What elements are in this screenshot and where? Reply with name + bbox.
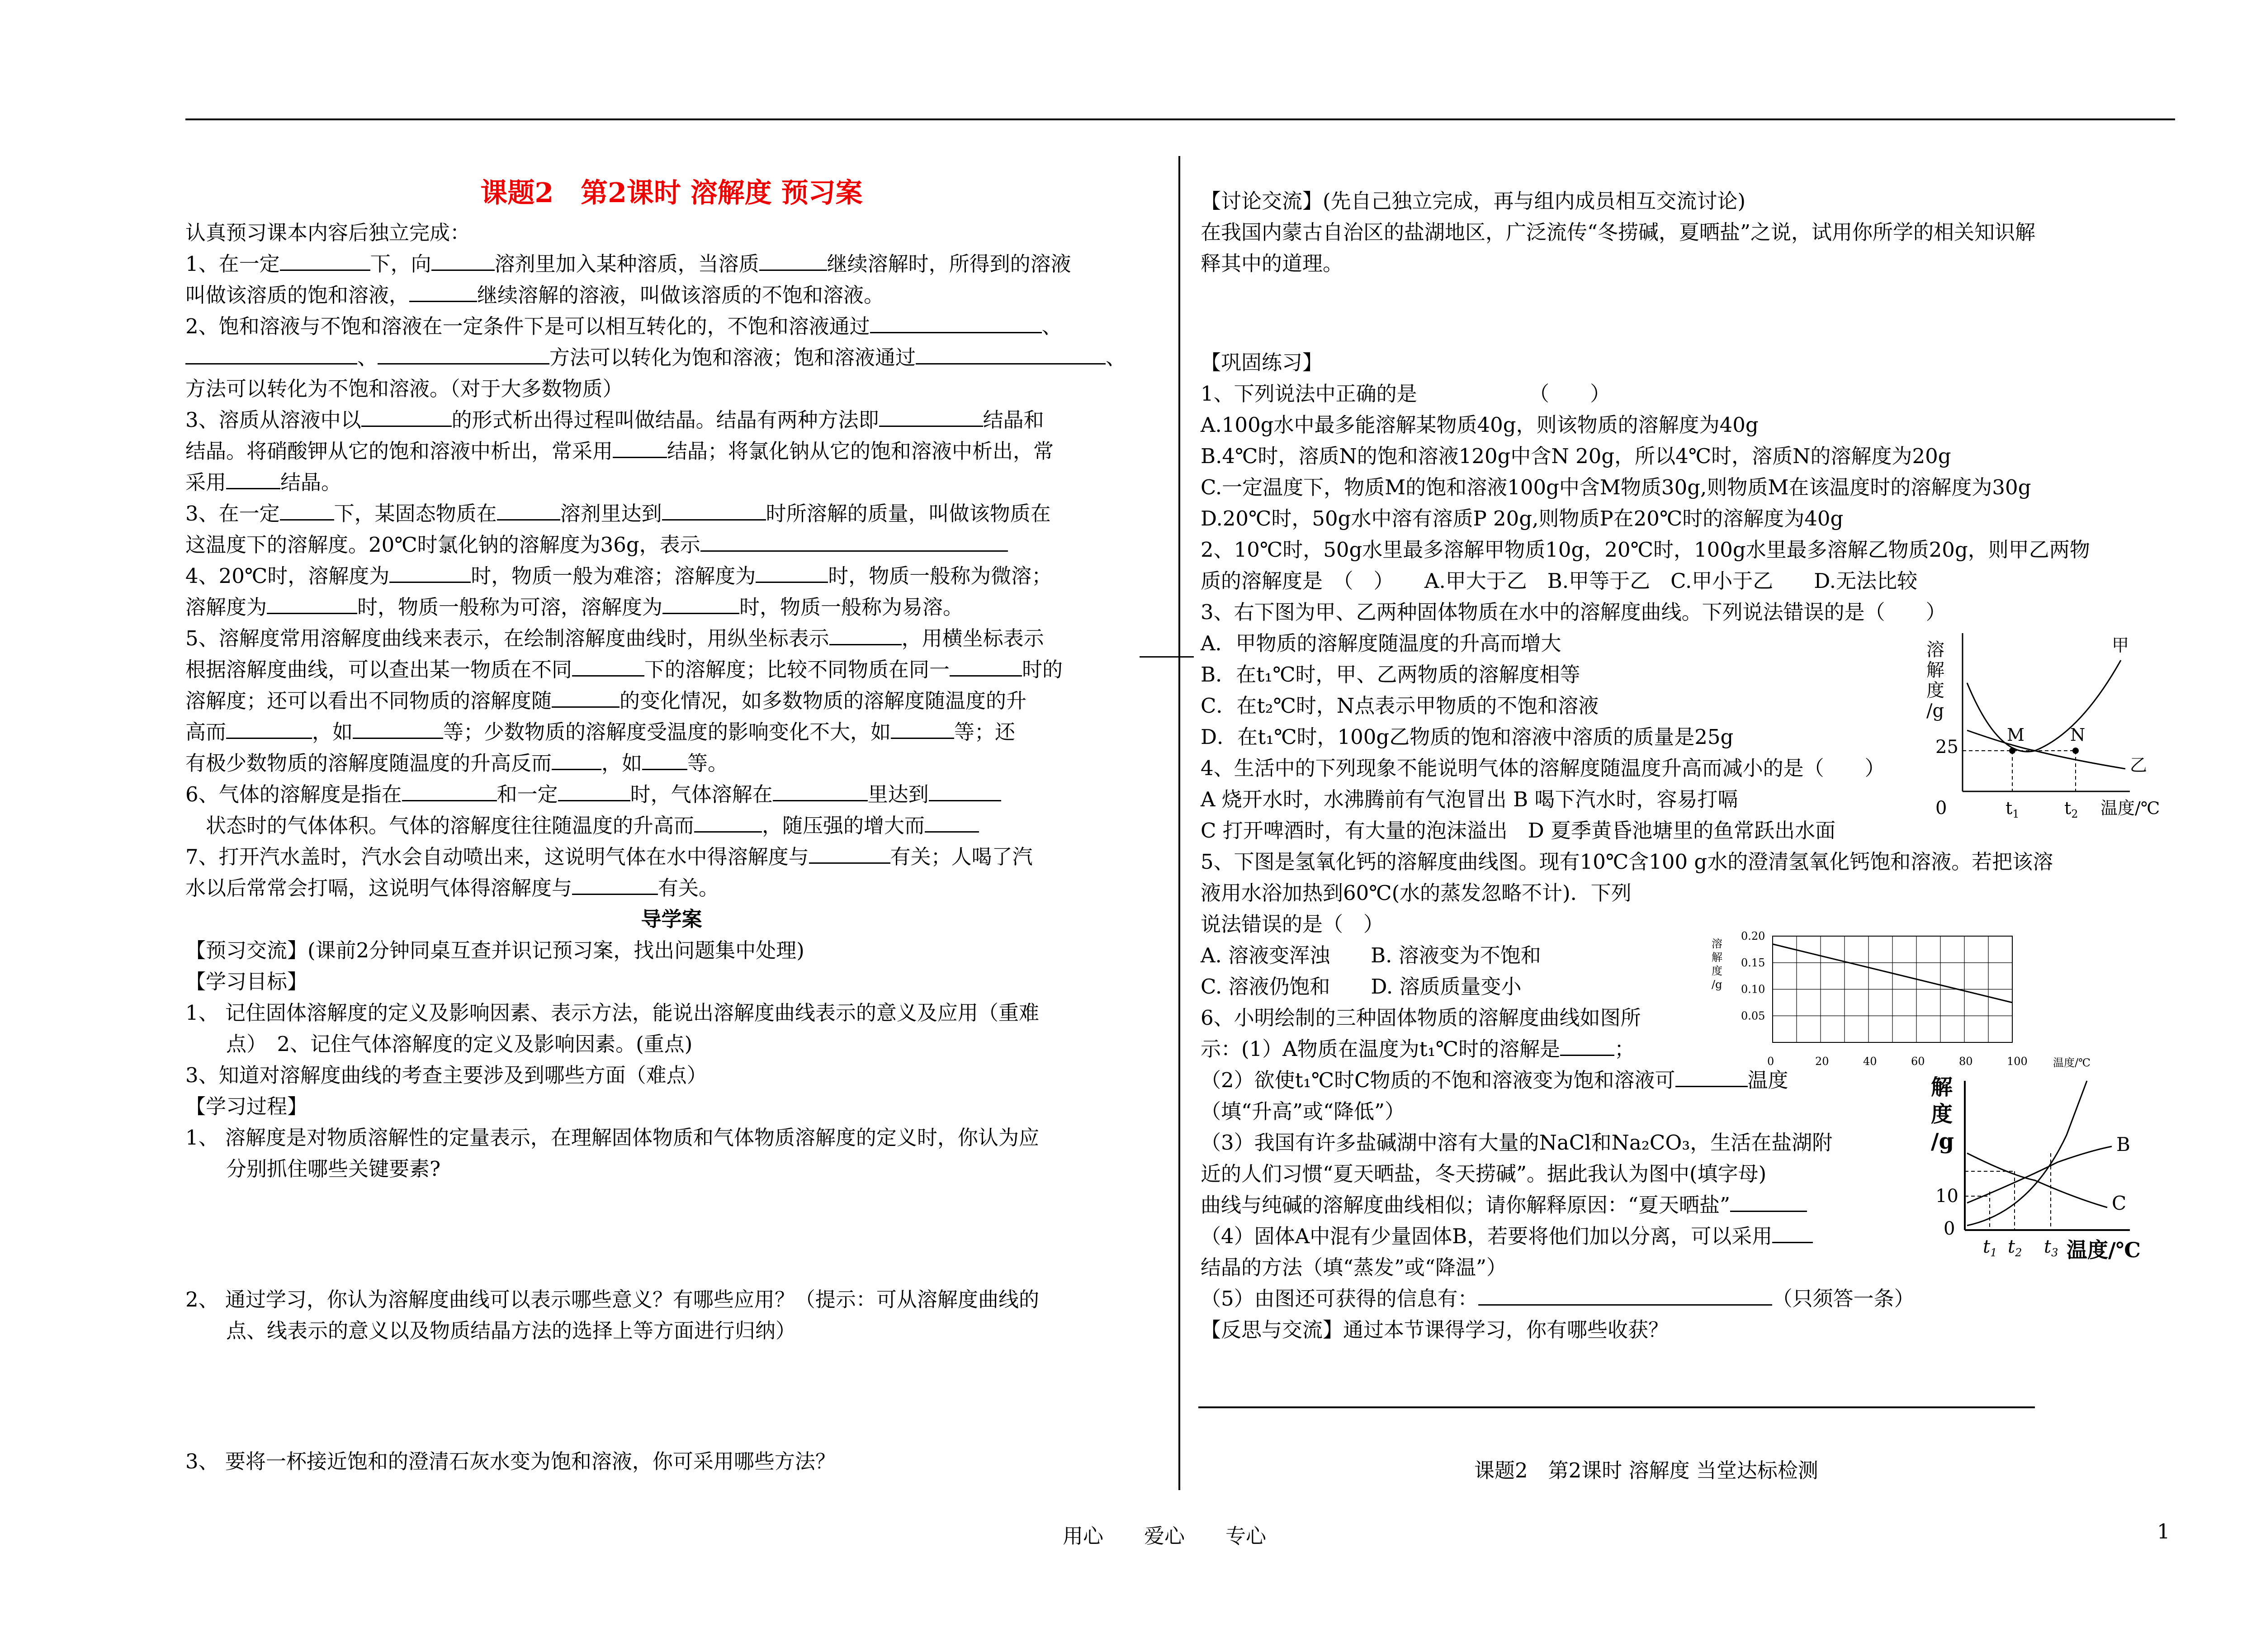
page-number: 1 bbox=[2157, 1519, 2170, 1543]
y-label-4: /g bbox=[1926, 701, 1944, 721]
y-label-4: /g bbox=[1712, 978, 1722, 991]
q1-line2: 叫做该溶质的饱和溶液， 继续溶解的溶液，叫做该溶质的不饱和溶液。 bbox=[185, 279, 1158, 311]
q3a-line3: 采用 结晶。 bbox=[185, 467, 1158, 498]
q5-line4: 高而 ，如 等；少数物质的溶解度受温度的影响变化不大，如 等；还 bbox=[185, 716, 1158, 748]
exercise-4ab: A 烧开水时，水沸腾前有气泡冒出 B 喝下汽水时，容易打嗝 bbox=[1201, 787, 1738, 811]
exercise-1c: C.一定温度下，物质M的饱和溶液100g中含M物质30g,则物质M在该温度时的溶解度为30g bbox=[1201, 475, 2031, 499]
tick-t2: $t_2$ bbox=[2008, 1236, 2022, 1259]
goal-3: 3、知道对溶解度曲线的考查主要涉及到哪些方面（难点） bbox=[185, 1063, 707, 1087]
q1-line1: 1、在一定 下，向 溶剂里加入某种溶质，当溶质 继续溶解时，所得到的溶液 bbox=[185, 248, 1158, 279]
x-tick-label: 40 bbox=[1863, 1055, 1877, 1068]
q3b-line1: 3、在一定 下，某固态物质在 溶剂里达到 时所溶解的质量，叫做该物质在 bbox=[185, 498, 1158, 529]
exercise-5a: 5、下图是氢氧化钙的溶解度曲线图。现有10℃含100 g水的澄清氢氧化钙饱和溶液。若把该溶 bbox=[1201, 850, 2053, 874]
q3b-line2: 这温度下的溶解度。20℃时氯化钠的溶解度为36g，表示 bbox=[185, 529, 1158, 560]
chart-abc-svg bbox=[1931, 1076, 2166, 1266]
exercise-6g: 曲线与纯碱的溶解度曲线相似；请你解释原因：“夏天晒盐” bbox=[1201, 1189, 2159, 1221]
curve-a bbox=[1967, 1081, 2087, 1226]
exercise-3d: D．在t₁℃时，100g乙物质的饱和溶液中溶质的质量是25g bbox=[1201, 725, 1734, 749]
chart-abc bbox=[1931, 1076, 2166, 1266]
point-m bbox=[2009, 748, 2015, 754]
exercise-2b: 质的溶解度是 （ ） A.甲大于乙 B.甲等于乙 C.甲小于乙 D.无法比较 bbox=[1201, 569, 1918, 593]
y-label-2: 度 bbox=[1931, 1102, 1953, 1127]
x-tick-label: 80 bbox=[1959, 1055, 1973, 1068]
column-divider bbox=[1178, 156, 1180, 1490]
label-b: B bbox=[2116, 1133, 2130, 1155]
discuss-line1: 在我国内蒙古自治区的盐湖地区，广泛流传“冬捞碱，夏晒盐”之说，试用你所学的相关知识解 bbox=[1201, 220, 2036, 244]
y-label-3: 度 bbox=[1712, 965, 1722, 977]
x-label: 温度/℃ bbox=[2067, 1238, 2141, 1262]
exercise-3c: C．在t₂℃时，N点表示甲物质的不饱和溶液 bbox=[1201, 694, 1599, 718]
process-2a: 2、 通过学习，你认为溶解度曲线可以表示哪些意义？有哪些应用？（提示：可从溶解度曲线的 bbox=[185, 1288, 1039, 1311]
exercise-6i: 结晶的方法（填“蒸发”或“降温”） bbox=[1201, 1255, 1507, 1279]
guide-title: 导学案 bbox=[641, 907, 702, 931]
x-tick-label: 0 bbox=[1767, 1055, 1774, 1068]
q3a-line1: 3、溶质从溶液中以 的形式析出得过程叫做结晶。结晶有两种方法即 结晶和 bbox=[185, 404, 1158, 435]
label-c: C bbox=[2112, 1192, 2127, 1214]
footer-center: 用心 爱心 专心 bbox=[1063, 1524, 1267, 1548]
process-heading: 【学习过程】 bbox=[185, 1094, 308, 1118]
left-column bbox=[185, 174, 1158, 1477]
exercise-6d: （填“升高”或“降低”） bbox=[1201, 1099, 1405, 1123]
curve-b bbox=[1967, 1146, 2112, 1203]
exercise-6c: （2）欲使t₁℃时C物质的不饱和溶液变为饱和溶液可 温度 bbox=[1201, 1065, 2159, 1096]
intro: 认真预习课本内容后独立完成： bbox=[185, 221, 471, 245]
y-tick-label: 0.05 bbox=[1741, 1009, 1765, 1022]
tick-25: 25 bbox=[1935, 737, 1958, 757]
discuss-line2: 释其中的道理。 bbox=[1201, 251, 1343, 275]
discuss-heading: 【讨论交流】(先自己独立完成，再与组内成员相互交流讨论) bbox=[1201, 189, 1746, 213]
y-label-2: 解 bbox=[1926, 660, 1944, 681]
point-n bbox=[2072, 748, 2079, 754]
y-tick-label: 0.10 bbox=[1741, 983, 1765, 996]
tick-t2: $t_2$ bbox=[2064, 798, 2078, 820]
practice-heading: 【巩固练习】 bbox=[1201, 350, 1323, 374]
y-label-1: 溶 bbox=[1926, 639, 1944, 660]
exercise-4: 4、生活中的下列现象不能说明气体的溶解度随温度升高而减小的是（ ） bbox=[1201, 756, 1885, 780]
exercise-1a: A.100g水中最多能溶解某物质40g，则该物质的溶解度为40g bbox=[1201, 413, 1759, 437]
q5-line3: 溶解度；还可以看出不同物质的溶解度随 的变化情况，如多数物质的溶解度随温度的升 bbox=[185, 685, 1158, 716]
q2-line2: 、 方法可以转化为饱和溶液；饱和溶液通过 、 bbox=[185, 342, 1158, 373]
chart-jia-yi bbox=[1922, 624, 2175, 832]
process-1b: 分别抓住哪些关键要素? bbox=[226, 1157, 441, 1181]
exercise-1: 1、下列说法中正确的是 （ ） bbox=[1201, 382, 1611, 406]
exercise-1d: D.20℃时，50g水中溶有溶质P 20g,则物质P在20℃时的溶解度为40g bbox=[1201, 506, 1844, 530]
exercise-1b: B.4℃时，溶质N的饱和溶液120g中含N 20g，所以4℃时，溶质N的溶解度为20g bbox=[1201, 444, 1951, 468]
q5-line2: 根据溶解度曲线，可以查出某一物质在不同 下的溶解度；比较不同物质在同一 时的 bbox=[185, 654, 1158, 685]
exercise-5c: 说法错误的是（ ） bbox=[1201, 912, 1384, 936]
tick-t1: $t_1$ bbox=[1983, 1236, 1997, 1259]
page-title: 课题2 第2课时 溶解度 预习案 bbox=[480, 177, 863, 209]
curve-yi bbox=[1967, 730, 2125, 769]
x-label: 温度/℃ bbox=[2053, 1056, 2091, 1069]
exercise-6b: 示：(1）A物质在温度为t₁℃时的溶解是 ； bbox=[1201, 1033, 2159, 1065]
reflect: 【反思与交流】通过本节课得学习，你有哪些收获？ bbox=[1201, 1318, 1669, 1342]
separator-line bbox=[1198, 1406, 2035, 1408]
section-subtitle: 课题2 第2课时 溶解度 当堂达标检测 bbox=[1474, 1458, 1818, 1482]
exercise-6e: （3）我国有许多盐碱湖中溶有大量的NaCl和Na₂CO₃，生活在盐湖附 bbox=[1201, 1131, 1833, 1155]
x-tick-label: 60 bbox=[1911, 1055, 1925, 1068]
process-1a: 1、 溶解度是对物质溶解性的定量表示，在理解固体物质和气体物质溶解度的定义时，你认为应 bbox=[185, 1126, 1039, 1150]
q2-line3: 方法可以转化为不饱和溶液。（对于大多数物质） bbox=[185, 377, 623, 401]
exercise-3: 3、右下图为甲、乙两种固体物质在水中的溶解度曲线。下列说法错误的是（ ） bbox=[1201, 600, 1946, 624]
goals-heading: 【学习目标】 bbox=[185, 970, 308, 994]
exercise-6f: 近的人们习惯“夏天晒盐，冬天捞碱”。据此我认为图中(填字母) bbox=[1201, 1162, 1767, 1186]
y-label-2: 解 bbox=[1712, 951, 1722, 964]
x-tick-label: 20 bbox=[1815, 1055, 1829, 1068]
q7-line2: 水以后常常会打嗝，这说明气体得溶解度与 有关。 bbox=[185, 872, 1158, 904]
q2-line1: 2、饱和溶液与不饱和溶液在一定条件下是可以相互转化的，不饱和溶液通过 、 bbox=[185, 311, 1158, 342]
chart-jia-yi-svg bbox=[1922, 624, 2175, 832]
label-yi: 乙 bbox=[2130, 755, 2147, 775]
preview-exchange: 【预习交流】(课前2分钟同桌互查并识记预习案，找出问题集中处理) bbox=[185, 938, 804, 962]
q3a-line2: 结晶。将硝酸钾从它的饱和溶液中析出，常采用 结晶；将氯化钠从它的饱和溶液中析出，常 bbox=[185, 435, 1158, 467]
q7-line1: 7、打开汽水盖时，汽水会自动喷出来，这说明气体在水中得溶解度与 有关；人喝了汽 bbox=[185, 841, 1158, 872]
y-label-1: 解 bbox=[1931, 1076, 1953, 1100]
q4-line1: 4、20℃时，溶解度为 时，物质一般为难溶；溶解度为 时，物质一般称为微溶； bbox=[185, 560, 1158, 592]
exercise-6a: 6、小明绘制的三种固体物质的溶解度曲线如图所 bbox=[1201, 1006, 1641, 1030]
top-rule bbox=[185, 118, 2175, 120]
exercise-6h: （4）固体A中混有少量固体B，若要将他们加以分离，可以采用 bbox=[1201, 1221, 2159, 1252]
y-label-1: 溶 bbox=[1712, 937, 1722, 950]
label-m: M bbox=[2007, 725, 2024, 745]
curve-c bbox=[1967, 1153, 2107, 1207]
q5-line1: 5、溶解度常用溶解度曲线来表示，在绘制溶解度曲线时，用纵坐标表示 ，用横坐标表示 bbox=[185, 623, 1158, 654]
exercise-3b: B．在t₁℃时，甲、乙两物质的溶解度相等 bbox=[1201, 663, 1580, 686]
tick-t1: $t_1$ bbox=[2006, 798, 2020, 820]
label-jia: 甲 bbox=[2112, 635, 2129, 655]
chart-caoh2 bbox=[1709, 927, 2098, 1076]
q5-line5: 有极少数物质的溶解度随温度的升高反而 ，如 等。 bbox=[185, 748, 1158, 779]
exercise-4cd: C 打开啤酒时，有大量的泡沫溢出 D 夏季黄昏池塘里的鱼常跃出水面 bbox=[1201, 819, 1836, 843]
exercise-5b: 液用水浴加热到60℃(水的蒸发忽略不计)．下列 bbox=[1201, 881, 1632, 905]
exercise-5cd: C. 溶液仍饱和 D. 溶质质量变小 bbox=[1201, 975, 1522, 999]
exercise-5ab: A. 溶液变浑浊 B. 溶液变为不饱和 bbox=[1201, 943, 1541, 967]
process-2b: 点、线表示的意义以及物质结晶方法的选择上等方面进行归纳） bbox=[226, 1319, 796, 1343]
tick-10: 10 bbox=[1935, 1186, 1958, 1207]
y-tick-label: 0.20 bbox=[1741, 930, 1765, 942]
exercise-3a: A．甲物质的溶解度随温度的升高而增大 bbox=[1201, 631, 1561, 655]
tick-0: 0 bbox=[1944, 1218, 1955, 1239]
label-n: N bbox=[2070, 725, 2086, 745]
goal-1b: 点） 2、记住气体溶解度的定义及影响因素。(重点) bbox=[226, 1032, 693, 1056]
x-tick-label: 100 bbox=[2007, 1055, 2028, 1068]
y-tick-label: 0.15 bbox=[1741, 956, 1765, 969]
q4-line2: 溶解度为 时，物质一般称为可溶，溶解度为 时，物质一般称为易溶。 bbox=[185, 592, 1158, 623]
x-label: 温度/℃ bbox=[2100, 798, 2160, 818]
y-label-3: /g bbox=[1931, 1129, 1954, 1154]
exercise-2a: 2、10℃时，50g水里最多溶解甲物质10g，20℃时，100g水里最多溶解乙物质20g，则甲乙两物 bbox=[1201, 538, 2090, 562]
process-3: 3、 要将一杯接近饱和的澄清石灰水变为饱和溶液，你可采用哪些方法？ bbox=[185, 1449, 836, 1473]
exercise-6j: （5）由图还可获得的信息有： （只须答一条） bbox=[1201, 1283, 2159, 1314]
tick-t3: $t_3$ bbox=[2044, 1236, 2058, 1259]
q6-line2: 状态时的气体体积。气体的溶解度往往随温度的升高而 ，随压强的增大而 bbox=[185, 810, 1158, 841]
tick-0: 0 bbox=[1935, 798, 1947, 819]
y-label-3: 度 bbox=[1926, 680, 1944, 701]
q6-line1: 6、气体的溶解度是指在 和一定 时，气体溶解在 里达到 bbox=[185, 779, 1158, 810]
goal-1a: 1、 记住固体溶解度的定义及影响因素、表示方法，能说出溶解度曲线表示的意义及应用（重难 bbox=[185, 1001, 1039, 1025]
